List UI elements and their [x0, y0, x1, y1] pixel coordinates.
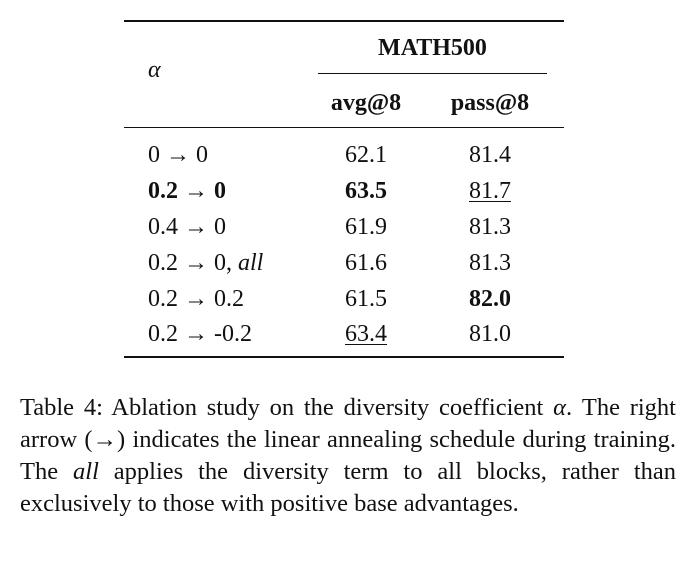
caption-alpha: α	[553, 394, 566, 421]
table-row-pass	[438, 177, 542, 205]
table-row-pass: 81.3	[469, 250, 511, 276]
table-caption	[20, 392, 676, 520]
table-bottom-rule	[124, 356, 564, 358]
math500-group-header: MATH500	[378, 35, 487, 61]
table-top-rule	[124, 20, 564, 22]
table-row-pass: 81.0	[469, 321, 511, 347]
table-header-rule	[124, 127, 564, 128]
table-group-rule	[318, 73, 547, 74]
table-row-avg: 61.6	[345, 250, 387, 276]
table-row-avg: 61.9	[345, 214, 387, 240]
table-row-pass: 82.0	[469, 286, 511, 312]
table-row-avg: 62.1	[345, 142, 387, 168]
caption-part3: applies the diversity term to all blocks, rather than exclusively to those with positive base advantages.	[20, 458, 677, 517]
caption-part1: Table 4: Ablation study on the diversity coefficient	[20, 394, 554, 421]
table-row-alpha	[148, 249, 263, 277]
table-row-avg	[318, 320, 414, 348]
table-row-alpha: 0.2 → -0.2	[148, 321, 252, 347]
table-row-pass: 81.4	[469, 142, 511, 168]
table-row-alpha: 0.4 → 0	[148, 214, 226, 240]
alpha-column-header: α	[148, 57, 161, 83]
table-row-alpha: 0.2 → 0.2	[148, 286, 244, 312]
caption-all: all	[73, 458, 99, 485]
table-row-alpha: 0.2 → 0	[148, 178, 226, 204]
caption-part2: . The right arrow (→) indicates the linear annealing schedule during training. The	[20, 394, 676, 485]
pass8-column-header: pass@8	[450, 90, 530, 116]
table-row-avg: 61.5	[345, 286, 387, 312]
alpha-schedule: 0.2 → 0,	[148, 250, 238, 276]
all-label: all	[238, 250, 264, 276]
underlined-value: 81.7	[469, 178, 511, 204]
avg8-column-header: avg@8	[330, 90, 402, 116]
underlined-value: 63.4	[345, 321, 387, 347]
table-row-pass: 81.3	[469, 214, 511, 240]
table-row-avg: 63.5	[345, 178, 387, 204]
table-row-alpha: 0 → 0	[148, 142, 208, 168]
